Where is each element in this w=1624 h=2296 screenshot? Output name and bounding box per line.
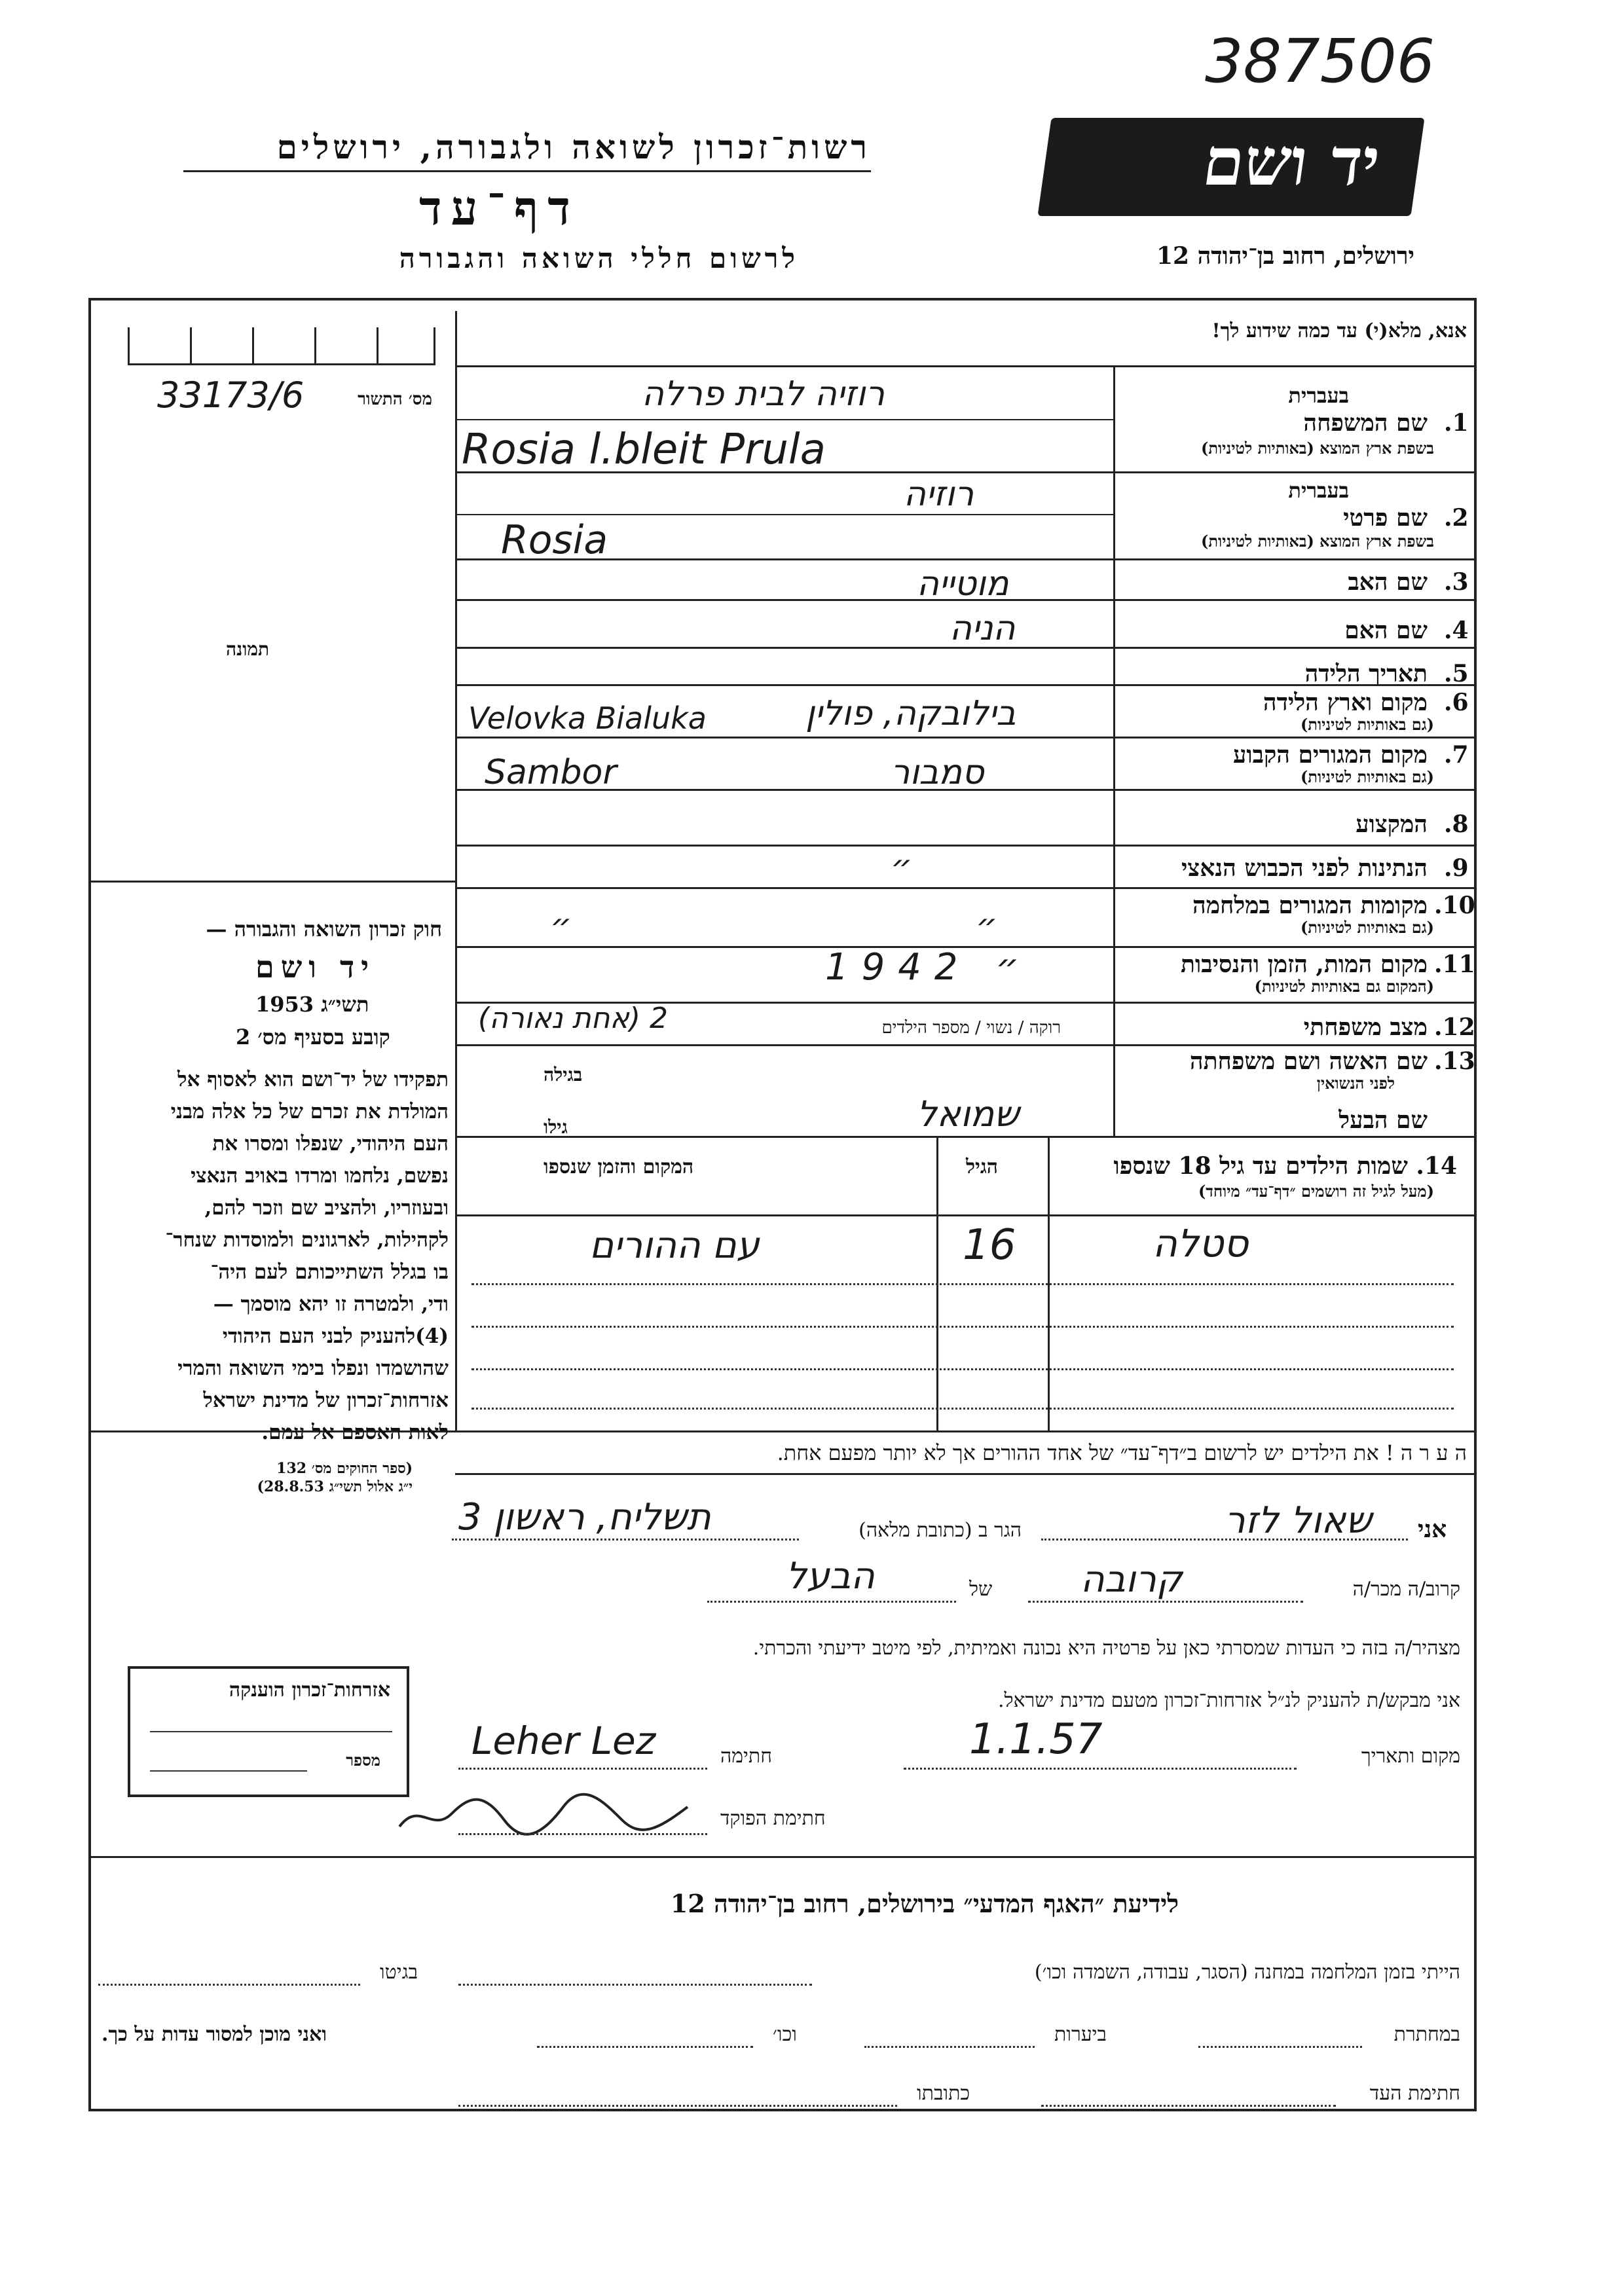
law-line: נפשם, נלחמו ומרדו באויב הנאצי: [191, 1164, 449, 1188]
law-line: ובעוזריו, ולהציב שם וזכר להם,: [204, 1196, 449, 1220]
bottom-line1-fill: [458, 1984, 812, 1986]
field-11-value: 1942 ״: [825, 946, 1033, 989]
field-6-num: 6.: [1444, 689, 1469, 716]
field-1-tag: בעברית: [1288, 383, 1349, 408]
decl-signature-label: חתימה: [720, 1745, 772, 1768]
decl-of-line: [707, 1601, 956, 1603]
age-label: גילו: [544, 1116, 568, 1138]
label-column-divider: [1113, 367, 1115, 1136]
law-name: יד ושם: [255, 949, 376, 985]
field-10-value: ״ ״: [550, 907, 1194, 946]
field-4-value: הניה: [950, 609, 1016, 648]
decl-name-line: [1041, 1539, 1408, 1540]
decl-relation-line: [1028, 1601, 1303, 1603]
field-12-label: מצב משפחתי: [1303, 1013, 1428, 1041]
law-box-top: [88, 881, 455, 883]
bottom-line3-b: כתובתו: [917, 2082, 970, 2105]
children-header-rule: [455, 1214, 1477, 1216]
field-2-tag: בעברית: [1288, 478, 1349, 503]
law-line: אזרחות־זכרון של מדינת ישראל: [203, 1389, 449, 1412]
field-7-sub: (גם באותיות לטיניות): [1300, 767, 1434, 786]
bottom-line2-b: ביערות: [1054, 2023, 1107, 2046]
field-13-label: שם האשה ושם משפחתה: [1189, 1048, 1428, 1075]
field-6-sub: (גם באותיות לטיניות): [1300, 715, 1434, 734]
field-3-value: מוטייה: [917, 564, 1009, 604]
decl-resident-label: הגר ב (כתובת מלאה): [858, 1519, 1022, 1542]
field-6-value-lat: Velovka Bialuka: [468, 701, 707, 736]
law-line: שהושמדו ונפלו בימי השואה והמרי: [177, 1357, 449, 1380]
grant-number-label: מספר: [346, 1751, 380, 1770]
field-7-num: 7.: [1444, 741, 1469, 769]
field-8-label: המקצוע: [1356, 811, 1428, 838]
birth-label: בגילה: [544, 1064, 583, 1085]
child-row-line: [471, 1326, 1454, 1328]
field-10-sub: (גם באותיות לטיניות): [1300, 918, 1434, 937]
rule: [455, 845, 1477, 847]
field-1-sub: בשפת ארץ המוצא (באותיות לטיניות): [1201, 439, 1434, 458]
child-row-line: [471, 1368, 1454, 1370]
rule: [455, 887, 1477, 889]
bottom-line3-fill1: [1041, 2105, 1336, 2107]
bottom-line3-a: חתימת העד: [1369, 2082, 1460, 2105]
photo-label: תמונה: [226, 638, 270, 660]
field-1-value-he: רוזיה לבית פרלה: [642, 374, 885, 414]
logo-text: יד ושם: [1198, 123, 1385, 200]
field-1-num: 1.: [1444, 409, 1469, 437]
decl-request: אני מבקש/ת להעניק לנ״ל אזרחות־זכרון מטעם מדינת ישראל.: [997, 1689, 1460, 1712]
decl-ani: אני: [1418, 1516, 1447, 1543]
law-body: [98, 1064, 449, 1449]
marital-line: רוקה / נשוי / מספר הילדים: [881, 1018, 1061, 1038]
bottom-line2-fill2: [864, 2046, 1035, 2048]
file-number-label: מס׳ התשור: [358, 390, 432, 409]
law-footnote-2: י״ג אלול תשי״ג 28.8.53): [257, 1478, 413, 1495]
rule: [455, 1044, 1477, 1046]
law-line: העם היהודי, שנפלו ומסרו את: [212, 1132, 449, 1156]
grant-title: אזרחות־זכרון הוענקה: [229, 1679, 390, 1702]
field-13-num: 13.: [1434, 1048, 1475, 1075]
rule: [455, 1136, 1477, 1138]
field-11-sub: (המקום גם באותיות לטיניות): [1254, 977, 1434, 996]
children-title: 14. שמות הילדים עד גיל 18 שנספו: [1113, 1152, 1457, 1180]
left-column-divider: [455, 311, 457, 1430]
field-5-num: 5.: [1444, 660, 1469, 687]
field-5-label: תאריך הלידה: [1304, 660, 1428, 687]
intro-text: אנא, מלא(י) עד כמה שידוע לך!: [1211, 319, 1467, 342]
decl-address-value: תשליח, ראשון 3: [458, 1496, 711, 1539]
decl-statement: מצהיר/ה בזה כי העדות שמסרתי כאן על פרטיה היא נכונה ואמיתית, לפי מיטב ידיעתי והכרתי.: [752, 1637, 1460, 1660]
field-11-num: 11.: [1434, 951, 1475, 978]
bottom-line1-b: בגיטו: [380, 1961, 418, 1984]
law-line: בו בגלל השתייכותם לעם היה־: [210, 1260, 449, 1284]
decl-date-line: [904, 1768, 1297, 1770]
rule: [455, 737, 1477, 738]
bottom-line2-c: וכו׳: [773, 2023, 797, 2046]
field-9-value: ״: [891, 848, 913, 887]
field-7-label: מקום המגורים הקבוע: [1233, 741, 1428, 769]
field-10-label: מקומות המגורים במלחמה: [1192, 892, 1428, 919]
rule: [455, 558, 1477, 560]
yad-vashem-logo: [1037, 118, 1424, 216]
decl-relation-label: קרוב/ה מכר/ה: [1352, 1578, 1460, 1601]
decl-officer-line: [458, 1833, 707, 1835]
decl-signature-value: Leher Lez: [471, 1719, 656, 1763]
decl-relation-value: קרובה: [1080, 1558, 1183, 1601]
field-11-label: מקום המות, הזמן והנסיבות: [1181, 951, 1428, 978]
law-line: לאות האספם אל עמם.: [261, 1421, 449, 1444]
field-2-label: שם פרטי: [1343, 504, 1428, 532]
field-4-num: 4.: [1444, 617, 1469, 644]
address: ירושלים, רחוב בן־יהודה 12: [1156, 242, 1414, 270]
bottom-line2-fill3: [537, 2046, 753, 2048]
husband-value: שמואל: [917, 1093, 1020, 1135]
officer-signature: [393, 1787, 694, 1840]
field-6-value-he: בילובקה, פולין: [805, 694, 1016, 733]
field-3-label: שם האב: [1348, 568, 1428, 596]
bottom-title: לידיעת ״האגף המדעי״ בירושלים, רחוב בן־יהודה 12: [670, 1889, 1179, 1918]
file-number-ticks: [128, 314, 435, 365]
law-line: ודי, ולמטרה זו יהא מוסמך —: [213, 1292, 449, 1316]
form-title: דף־עד: [419, 180, 580, 236]
law-year: תשי״ג 1953: [255, 992, 369, 1017]
form-subtitle: לרשום חללי השואה והגבורה: [399, 242, 799, 274]
decl-of-value: הבעל: [786, 1555, 875, 1597]
field-12-num: 12.: [1434, 1013, 1475, 1041]
authority-title: רשות־זכרון לשואה ולגבורה, ירושלים: [276, 128, 871, 166]
bottom-line1-fill2: [98, 1984, 360, 1986]
field-2-sub: בשפת ארץ המוצא (באותיות לטיניות): [1201, 532, 1434, 551]
field-3-num: 3.: [1444, 568, 1469, 596]
decl-address-line: [452, 1539, 799, 1540]
law-title: חוק זכרון השואה והגבורה —: [206, 917, 442, 941]
law-footnote-1: (ספר החוקים מס׳ 132: [276, 1460, 413, 1477]
bottom-line2-a: במחתרת: [1393, 2023, 1460, 2046]
decl-officer-label: חתימת הפוקד: [720, 1807, 826, 1830]
law-line: (4)להעניק לבני העם היהודי: [222, 1324, 449, 1348]
law-line: לקהילות, לארגונים ולמוסדות שנחר־: [165, 1228, 449, 1252]
child-row-line: [471, 1408, 1454, 1410]
bottom-line1-a: הייתי בזמן המלחמה במחנה (הסגר, עבודה, השמדה וכו׳): [1034, 1961, 1460, 1984]
children-col-age: הגיל: [966, 1156, 999, 1178]
law-section: קובע בסעיף מס׳ 2: [236, 1025, 390, 1049]
rule: [455, 514, 1113, 515]
field-9-label: הנתינות לפני הכבוש הנאצי: [1181, 854, 1428, 882]
note-rule: [455, 1473, 1477, 1475]
decl-place-date-label: מקום ותאריך: [1361, 1745, 1460, 1768]
child-1-name: סטלה: [1153, 1221, 1249, 1266]
field-2-value-lat: Rosia: [501, 517, 608, 563]
field-4-label: שם האם: [1344, 617, 1428, 644]
field-13-sub: לפני הנשואין: [1316, 1074, 1395, 1093]
field-8-num: 8.: [1444, 811, 1469, 838]
children-col-place: המקום והזמן שנספו: [544, 1156, 694, 1178]
field-1-value-lat: Rosia l.bleit Prula: [462, 426, 826, 474]
field-10-num: 10.: [1434, 892, 1475, 919]
field-12-value: 2 (אחת נאורה): [478, 1002, 668, 1035]
field-1-label: שם המשפחה: [1303, 409, 1428, 437]
husband-label: שם הבעל: [1338, 1106, 1428, 1134]
child-row-line: [471, 1283, 1454, 1285]
decl-date-value: 1.1.57: [969, 1715, 1103, 1764]
field-2-num: 2.: [1444, 504, 1469, 532]
rule: [455, 419, 1113, 420]
field-7-value-lat: Sambor: [485, 753, 617, 792]
children-subtitle: (מעל לגיל זה רושמים ״דף־עד״ מיוחד): [1198, 1182, 1434, 1201]
file-number-value: 33173/6: [157, 374, 304, 416]
decl-of-label: של: [969, 1578, 993, 1601]
law-line: תפקידו של יד־ושם הוא לאסוף אל: [177, 1068, 449, 1091]
decl-signature-line: [458, 1768, 707, 1770]
authority-underline: [183, 170, 871, 172]
bottom-line2-fill1: [1198, 2046, 1362, 2048]
bottom-line2-d: ואני מוכן למסור עדות על כך.: [101, 2023, 327, 2046]
child-1-place: עם ההורים: [589, 1224, 760, 1267]
grant-box: [128, 1666, 409, 1797]
field-2-value-he: רוזיה: [904, 475, 974, 514]
child-1-age: 16: [963, 1221, 1016, 1269]
field-6-label: מקום וארץ הלידה: [1263, 689, 1428, 716]
rule: [455, 365, 1477, 367]
note-text: ה ע ר ה ! את הילדים יש לרשום ב״דף־עד״ של אחד ההורים אך לא יותר מפעם אחת.: [777, 1440, 1467, 1465]
bottom-line3-fill2: [458, 2105, 897, 2107]
decl-name-value: שאול לזר: [1225, 1499, 1372, 1542]
stamp-number: 387506: [1205, 26, 1435, 96]
field-9-num: 9.: [1444, 854, 1469, 882]
field-7-value-he: סמבור: [891, 753, 984, 792]
bottom-divider: [88, 1856, 1477, 1858]
law-line: המולדת את זכרם של כל אלה מבני: [170, 1100, 449, 1123]
